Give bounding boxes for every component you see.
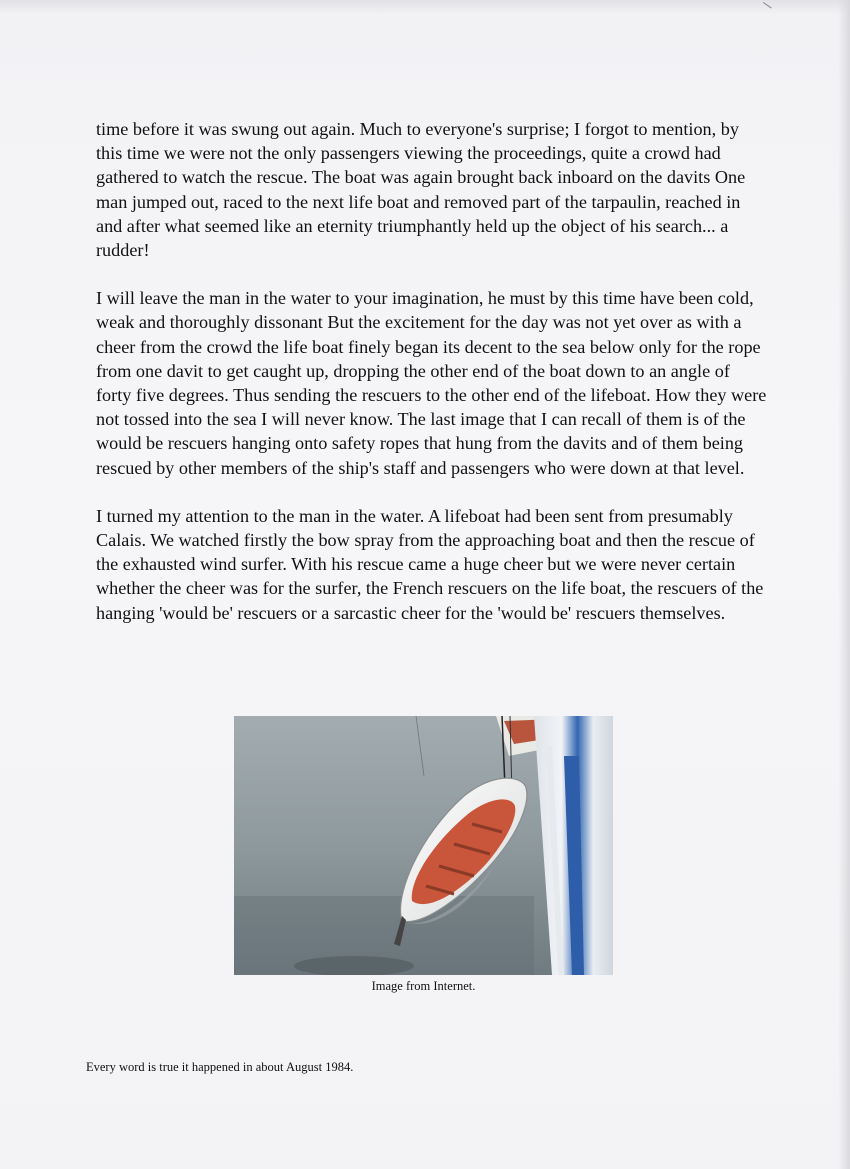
page-top-shadow <box>0 0 850 14</box>
figure-caption: Image from Internet. <box>371 979 476 993</box>
paragraph-2: I will leave the man in the water to your imagination, he must by this time have been cold, weak and thoroughly dissonant But the excitement for the day was not yet over as with a cheer from the crowd the life boat finely began its decent to the sea below only for the rope from one davit to get caught up, dropping the other end of the boat down to an angle of forty five degrees. Thus sending the rescuers to the other end of the lifeboat. How they were not tossed into the sea I will never know. The last image that I can recall of them is of the would be rescuers hanging onto safety ropes that hung from the davits and of them being rescued by other members of the ship's staff and passengers who were down at that level. <box>96 288 767 478</box>
story-text <box>96 117 768 649</box>
paragraph-3: I turned my attention to the man in the water. A lifeboat had been sent from presumably Calais. We watched firstly the bow spray from the approaching boat and then the rescue of the exhausted wind surfer. With his rescue came a huge cheer but we were never certain whether the cheer was for the surfer, the French rescuers on the life boat, the rescuers of the hanging 'would be' rescuers or a sarcastic cheer for the 'would be' rescuers themselves. <box>96 505 764 623</box>
page-right-shadow <box>838 0 850 1169</box>
lifeboat-photo <box>234 716 613 975</box>
footer-note: Every word is true it happened in about August 1984. <box>86 1060 354 1074</box>
paragraph-1: time before it was swung out again. Much to everyone's surprise; I forgot to mention, by this time we were not the only passengers viewing the proceedings, quite a crowd had gathered to watch the rescue. The boat was again brought back inboard on the davits One man jumped out, raced to the next life boat and removed part of the tarpaulin, reached in and after what seemed like an eternity triumphantly held up the object of his search... a rudder! <box>96 119 746 261</box>
